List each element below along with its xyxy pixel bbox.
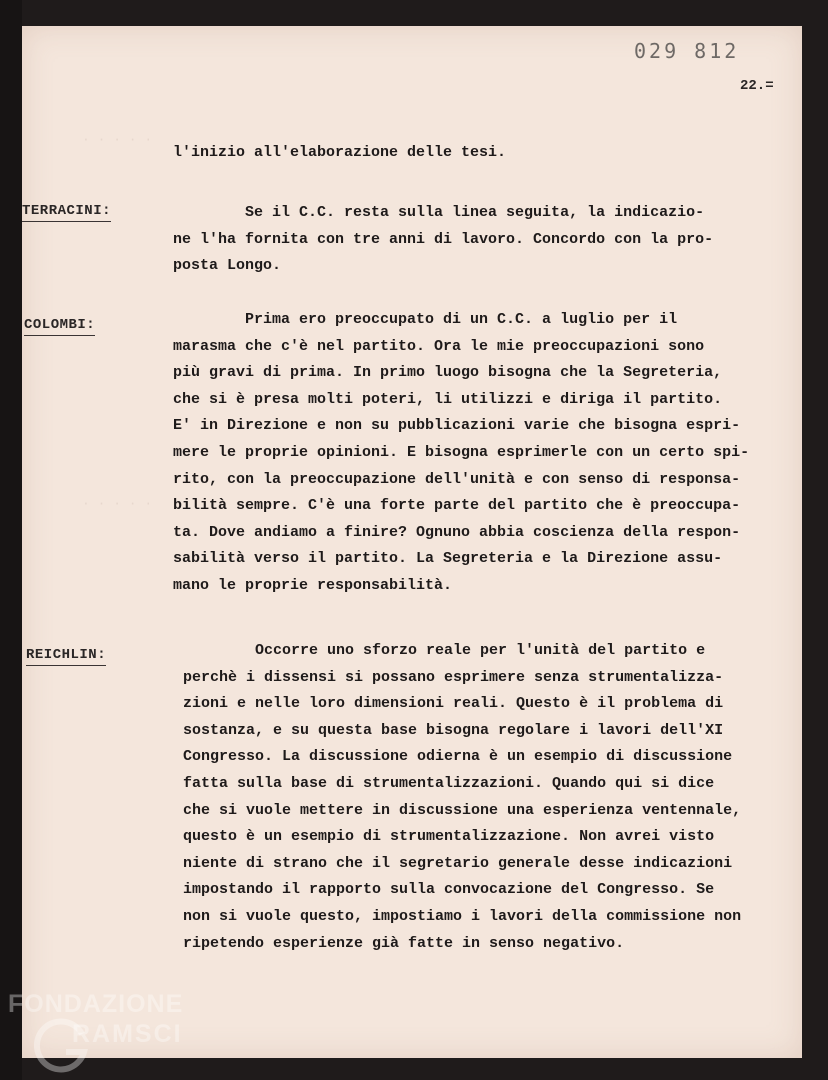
watermark-line2: RAMSCI bbox=[72, 1020, 183, 1048]
watermark-line1: FONDAZIONE bbox=[8, 990, 184, 1018]
fondazione-gramsci-watermark bbox=[8, 990, 208, 1070]
speaker-label-colombi: COLOMBI: bbox=[24, 317, 95, 336]
bleed-through: · · · · · bbox=[82, 132, 153, 147]
paragraph-reichlin: Occorre uno sforzo reale per l'unità del partito e perchè i dissensi si possano esprimere senza strumentalizza- zioni e nelle loro dimensioni reali. Questo è il problema di sostanza, e su questa base bisogna regolare i lavori dell'XI Congresso. La discussione odierna è un esempio di discussione fatta sulla base di strumentalizzazioni. Quando qui si dice che si vuole mettere in discussione una esperienza ventennale, questo è un esempio di strumentalizzazione. Non avrei visto niente di strano che il segretario generale desse indicazioni impostando il rapporto sulla convocazione del Congresso. Se non si vuole questo, impostiamo i lavori della commissione non ripetendo esperienze già fatte in senso negativo. bbox=[183, 642, 742, 952]
page-number: 22.= bbox=[740, 78, 774, 94]
speaker-label-terracini: TERRACINI: bbox=[22, 203, 111, 222]
paragraph-continuation: l'inizio all'elaborazione delle tesi. bbox=[173, 144, 507, 161]
speaker-label-reichlin: REICHLIN: bbox=[26, 647, 106, 666]
bleed-through: · · · · · bbox=[82, 496, 153, 511]
paragraph-terracini: Se il C.C. resta sulla linea seguita, la indicazio- ne l'ha fornita con tre anni di lavoro. Concordo con la pro- posta Longo. bbox=[173, 204, 714, 275]
archive-stamp-number: 029 812 bbox=[634, 39, 740, 63]
binding-edge bbox=[0, 0, 22, 1080]
paragraph-colombi: Prima ero preoccupato di un C.C. a luglio per il marasma che c'è nel partito. Ora le mie preoccupazioni sono più gravi di prima. In primo luogo bisogna che la Segreteria, che si è presa molti poteri, li utilizzi e diriga il partito. E' in Direzione e non su pubblicazioni varie che bisogna espri- mere le proprie opinioni. E bisogna esprimerle con un certo spi- rito, con la preoccupazione dell'unità e con senso di responsa- bilità sempre. C'è una forte parte del partito che è preoccupa- ta. Dove andiamo a finire? Ognuno abbia coscienza della respon- sabilità verso il partito. La Segreteria e la Direzione assu- mano le proprie responsabilità. bbox=[173, 311, 750, 594]
document-page bbox=[22, 26, 802, 1058]
